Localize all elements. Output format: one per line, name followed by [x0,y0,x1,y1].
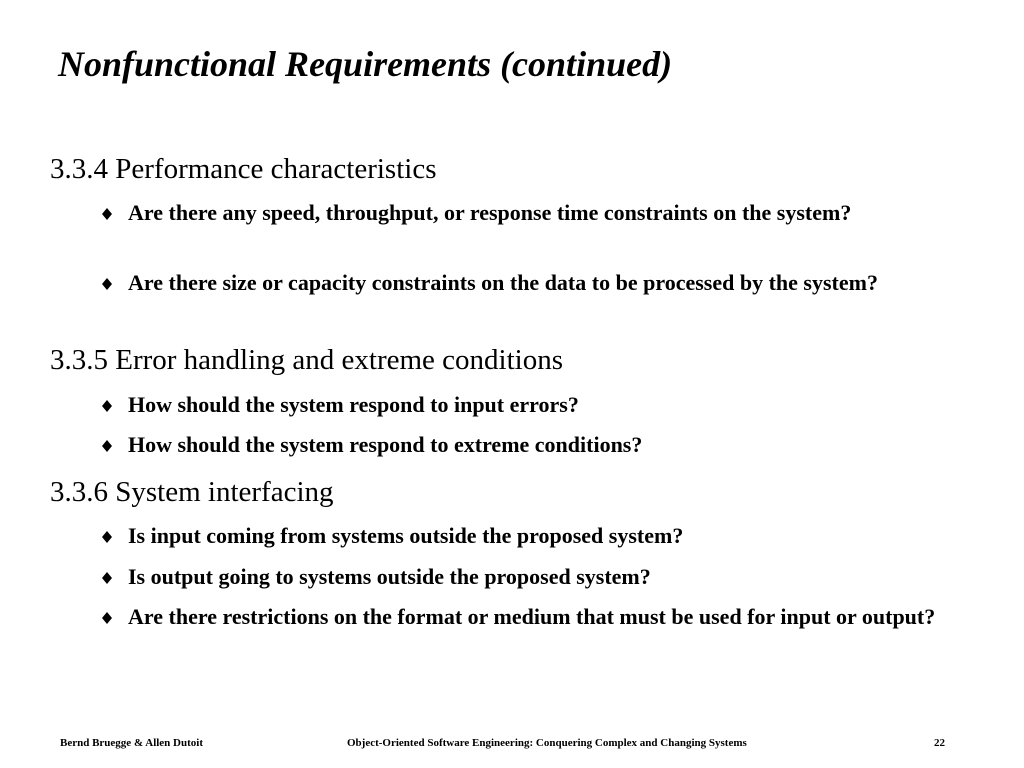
section-heading: 3.3.4 Performance characteristics [50,153,437,185]
diamond-icon [100,277,114,291]
section-heading: 3.3.6 System interfacing [50,476,334,508]
footer-book-title: Object-Oriented Software Engineering: Conquering Complex and Changing Systems [347,737,747,749]
bullet-text: Is input coming from systems outside the proposed system? [128,523,684,548]
diamond-icon [100,571,114,585]
bullet-text: Is output going to systems outside the proposed system? [128,564,651,589]
bullet-text: Are there size or capacity constraints on the data to be processed by the system? [128,270,878,295]
bullet-text: How should the system respond to input errors? [128,392,579,417]
footer-authors: Bernd Bruegge & Allen Dutoit [60,737,203,749]
bullet-item [100,430,960,460]
diamond-icon [100,207,114,221]
slide-title: Nonfunctional Requirements (continued) [58,44,673,84]
diamond-icon [100,439,114,453]
bullet-item [100,198,960,228]
diamond-icon [100,399,114,413]
section-heading: 3.3.5 Error handling and extreme conditions [50,344,564,376]
bullet-item [100,562,960,592]
bullet-item [100,602,960,632]
bullet-item [100,268,960,298]
bullet-text: Are there restrictions on the format or medium that must be used for input or output? [128,604,936,629]
bullet-text: How should the system respond to extreme conditions? [128,432,643,457]
bullet-item [100,521,960,551]
footer-page-number: 22 [934,737,945,749]
bullet-text: Are there any speed, throughput, or response time constraints on the system? [128,200,852,225]
diamond-icon [100,611,114,625]
bullet-item [100,390,960,420]
diamond-icon [100,530,114,544]
